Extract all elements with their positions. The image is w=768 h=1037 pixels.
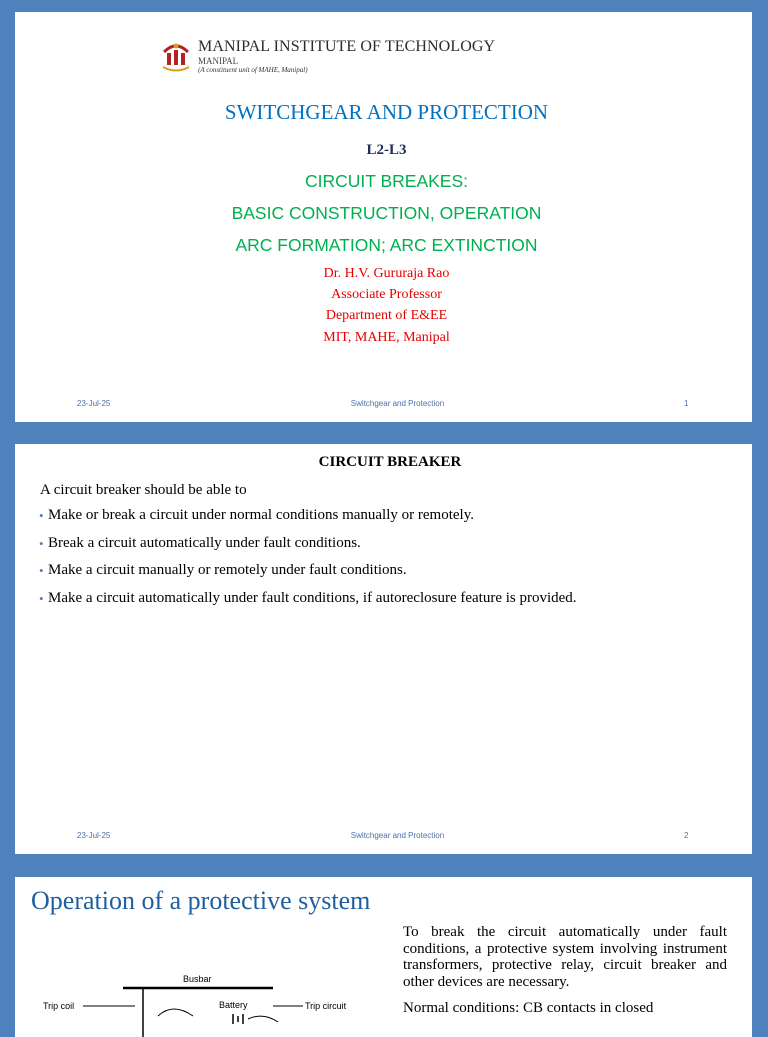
course-title: SWITCHGEAR AND PROTECTION [224,100,549,124]
lecture-number: L2-L3 [366,142,407,158]
institute-name: MANIPAL INSTITUTE OF TECHNOLOGY [198,38,496,55]
footer-page-number: 2 [684,831,689,840]
bullet-icon: • [39,508,44,523]
topic-line-3: ARC FORMATION; ARC EXTINCTION [235,235,538,255]
bullet-icon: • [39,563,44,578]
bullet-icon: • [39,535,44,551]
bullet-item [39,561,577,589]
bullet-item [39,506,577,534]
busbar-label: Busbar [183,974,212,984]
paragraph: To break the circuit automatically under fault conditions, a protective system involving instrument transformers, protective relay, circuit breaker and other devices are necessary. [403,924,727,990]
relay-wire [248,1016,278,1022]
footer-date: 23-Jul-25 [77,399,111,408]
institute-logo [160,38,520,80]
bullet-text: Make a circuit automatically under fault conditions, if autoreclosure feature is provided. [48,589,577,606]
slide-footer [15,831,752,843]
bullet-item [39,534,577,562]
slide-2 [15,444,752,854]
author-department: Department of E&EE [325,308,448,323]
slide-1 [15,12,752,422]
topic-line-2: BASIC CONSTRUCTION, OPERATION [231,203,542,223]
footer-title: Switchgear and Protection [350,831,445,840]
trip-circuit-label: Trip circuit [305,1001,347,1011]
author-position: Associate Professor [331,287,442,302]
bullet-text: Make or break a circuit under normal conditions manually or remotely. [48,507,474,523]
institute-tagline: (A constituent unit of MAHE, Manipal) [198,66,308,74]
battery-label: Battery [219,1000,248,1010]
slide-intro-text: A circuit breaker should be able to [40,482,247,498]
institute-location: MANIPAL [198,56,239,66]
slide-body-text [403,924,727,1027]
author-institution: MIT, MAHE, Manipal [323,330,450,345]
slide-3 [15,877,752,1037]
topic-line-1: CIRCUIT BREAKES: [304,171,469,191]
protective-system-diagram [43,972,383,1037]
bullet-text: Break a circuit automatically under fault conditions. [48,534,361,551]
bullet-icon: • [39,590,44,606]
footer-date: 23-Jul-25 [77,831,111,840]
paragraph: Normal conditions: CB contacts in closed [403,1000,654,1016]
slide-title: Operation of a protective system [31,886,371,915]
author-name: Dr. H.V. Gururaja Rao [323,266,450,281]
institute-emblem-icon [160,38,192,76]
bullet-text: Make a circuit manually or remotely under fault conditions. [48,562,407,578]
trip-coil-label: Trip coil [43,1001,75,1011]
bullet-list [39,506,577,616]
slide-footer [15,399,752,411]
trip-wire [158,1009,193,1016]
bullet-item [39,589,577,617]
slide-title: CIRCUIT BREAKER [318,454,462,470]
footer-title: Switchgear and Protection [350,399,445,408]
footer-page-number: 1 [684,399,689,408]
